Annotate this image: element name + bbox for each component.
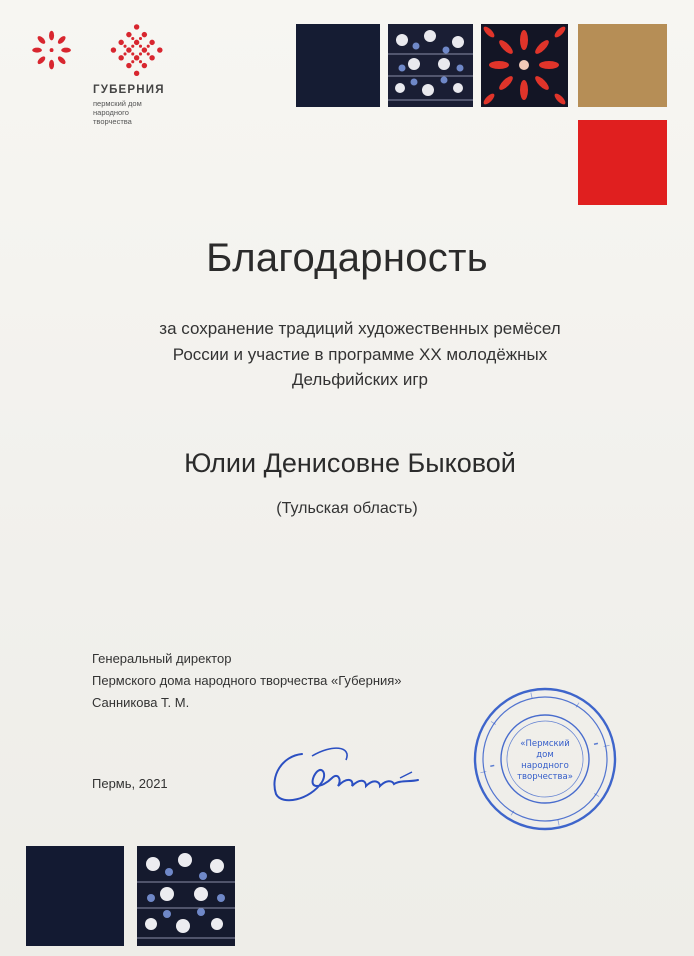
- folk-pattern-icon: [388, 24, 473, 107]
- logo-name: ГУБЕРНИЯ: [93, 84, 165, 96]
- handwritten-signature: [262, 736, 432, 816]
- recipient-name: Юлии Денисовне Быковой: [184, 448, 516, 478]
- red-ornament-icon: [481, 24, 568, 107]
- signatory-block: [92, 648, 402, 714]
- logo-tagline: [93, 99, 173, 126]
- recipient-region: (Тульская область): [276, 500, 418, 517]
- signatory-position: Генеральный директор: [92, 651, 232, 666]
- logo-tagline-line: творчества: [93, 117, 132, 126]
- navy-square: [296, 24, 380, 107]
- stamp-text-line: творчества»: [517, 772, 573, 782]
- folk-pattern-square: [137, 846, 235, 946]
- navy-square: [26, 846, 124, 946]
- document-title: Благодарность: [206, 236, 488, 280]
- folk-pattern-icon: [137, 846, 235, 946]
- signatory-organization: Пермского дома народного творчества «Губерния»: [92, 673, 402, 688]
- logo-tagline-line: народного: [93, 108, 129, 117]
- logo-marks-icon: [22, 24, 172, 82]
- subtitle-line: России и участие в программе XX молодёжных: [172, 344, 548, 364]
- red-ornament-square: [481, 24, 568, 107]
- stamp-text-line: дом: [536, 750, 554, 760]
- official-stamp: [470, 684, 620, 834]
- stamp-text-line: народного: [521, 761, 569, 771]
- subtitle-line: Дельфийских игр: [292, 370, 428, 389]
- signatory-name: Санникова Т. М.: [92, 695, 190, 710]
- gubernia-logo: [22, 24, 172, 87]
- place-date: Пермь, 2021: [92, 776, 168, 791]
- logo-tagline-line: пермский дом: [93, 99, 142, 108]
- document-subtitle: [90, 316, 630, 393]
- folk-pattern-square: [388, 24, 473, 107]
- stamp-text-line: «Пермский: [520, 739, 570, 749]
- subtitle-line: за сохранение традиций художественных ремёсел: [159, 319, 561, 338]
- gold-square: [578, 24, 667, 107]
- red-square: [578, 120, 667, 205]
